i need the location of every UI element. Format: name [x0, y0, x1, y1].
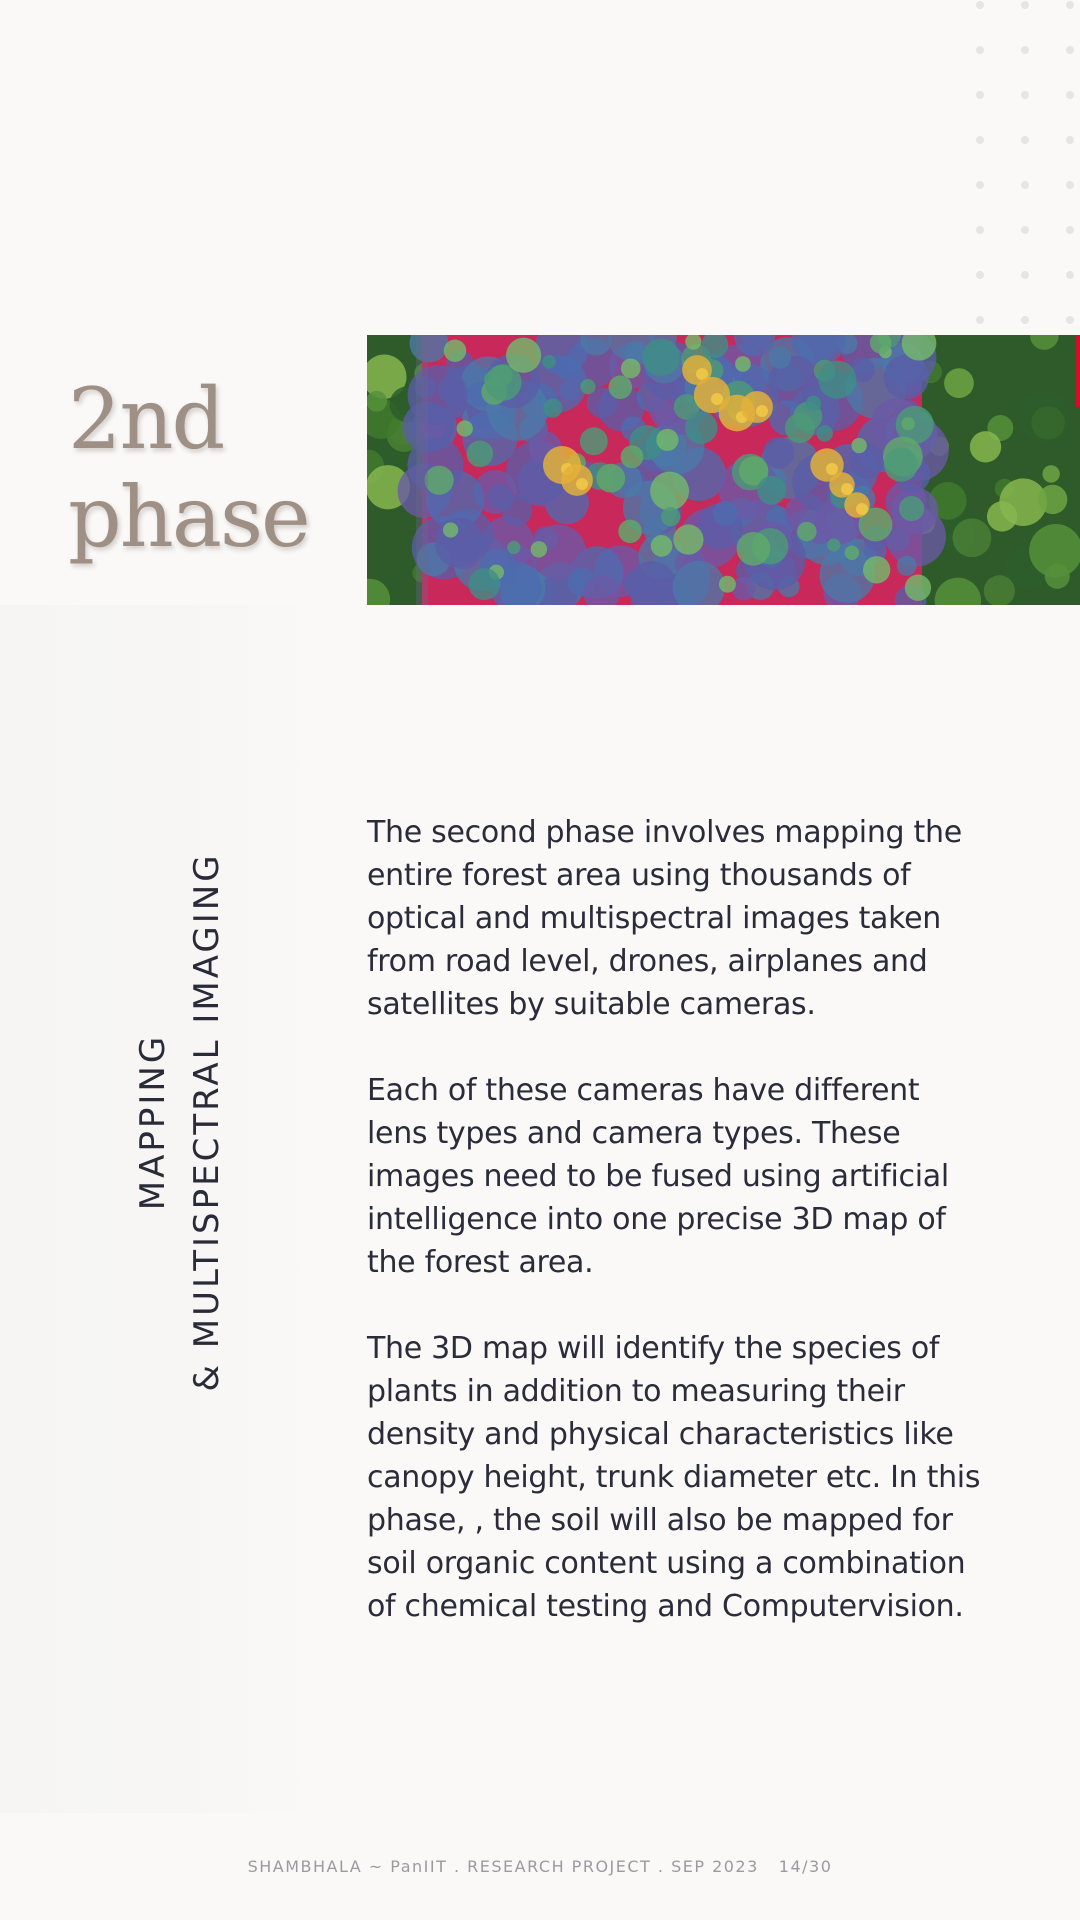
decorative-dot: [976, 1, 984, 9]
heading-line-1: MAPPING: [133, 1033, 173, 1211]
decorative-dot: [1066, 46, 1074, 54]
decorative-dot: [1066, 271, 1074, 279]
decorative-dot: [1066, 136, 1074, 144]
decorative-dot: [1021, 136, 1029, 144]
paragraph-1: The second phase involves mapping the entire forest area using thousands of optical and multispectral images taken from road level, drones, airplanes and satellites by suitable cameras.: [367, 815, 962, 1022]
decorative-dot: [976, 316, 984, 324]
decorative-dot: [1066, 316, 1074, 324]
decorative-dot: [1066, 1, 1074, 9]
footer-text: SHAMBHALA ~ PanIIT . RESEARCH PROJECT . SEP 2023: [247, 1857, 759, 1876]
heading-line-2: & MULTISPECTRAL IMAGING: [187, 852, 227, 1392]
paragraph-2: Each of these cameras have different lens types and camera types. These images need to be fused using artificial intelligence into one precise 3D map of the forest area.: [367, 1073, 949, 1280]
decorative-dot: [976, 136, 984, 144]
decorative-dot: [976, 91, 984, 99]
footer: [0, 1857, 1080, 1876]
decorative-dot: [1021, 181, 1029, 189]
decorative-dot: [976, 181, 984, 189]
page-title: [68, 370, 309, 566]
title-line-1: 2nd: [68, 370, 224, 468]
aerial-forest-graphic: [367, 335, 1080, 605]
decorative-dot: [976, 226, 984, 234]
decorative-dot: [976, 271, 984, 279]
multispectral-forest-image: [367, 335, 1080, 605]
decorative-dot: [1066, 181, 1074, 189]
decorative-dot: [1021, 1, 1029, 9]
paragraph-3: The 3D map will identify the species of plants in addition to measuring their density and physical characteristics like canopy height, trunk diameter etc. In this phase, , the soil will also be mapped for soil organic content using a combination of chemical testing and Computervision.: [367, 1331, 981, 1624]
decorative-dot: [1021, 46, 1029, 54]
decorative-dot: [1021, 271, 1029, 279]
decorative-dot: [1021, 226, 1029, 234]
decorative-dot: [1066, 226, 1074, 234]
decorative-dot: [1066, 91, 1074, 99]
title-line-2: phase: [68, 468, 309, 566]
body-text: [367, 811, 987, 1671]
decorative-dot: [1021, 91, 1029, 99]
page-number: 14/30: [778, 1857, 833, 1876]
decorative-dot: [976, 46, 984, 54]
decorative-dot: [1021, 316, 1029, 324]
decorative-dot-grid: [970, 0, 1080, 330]
